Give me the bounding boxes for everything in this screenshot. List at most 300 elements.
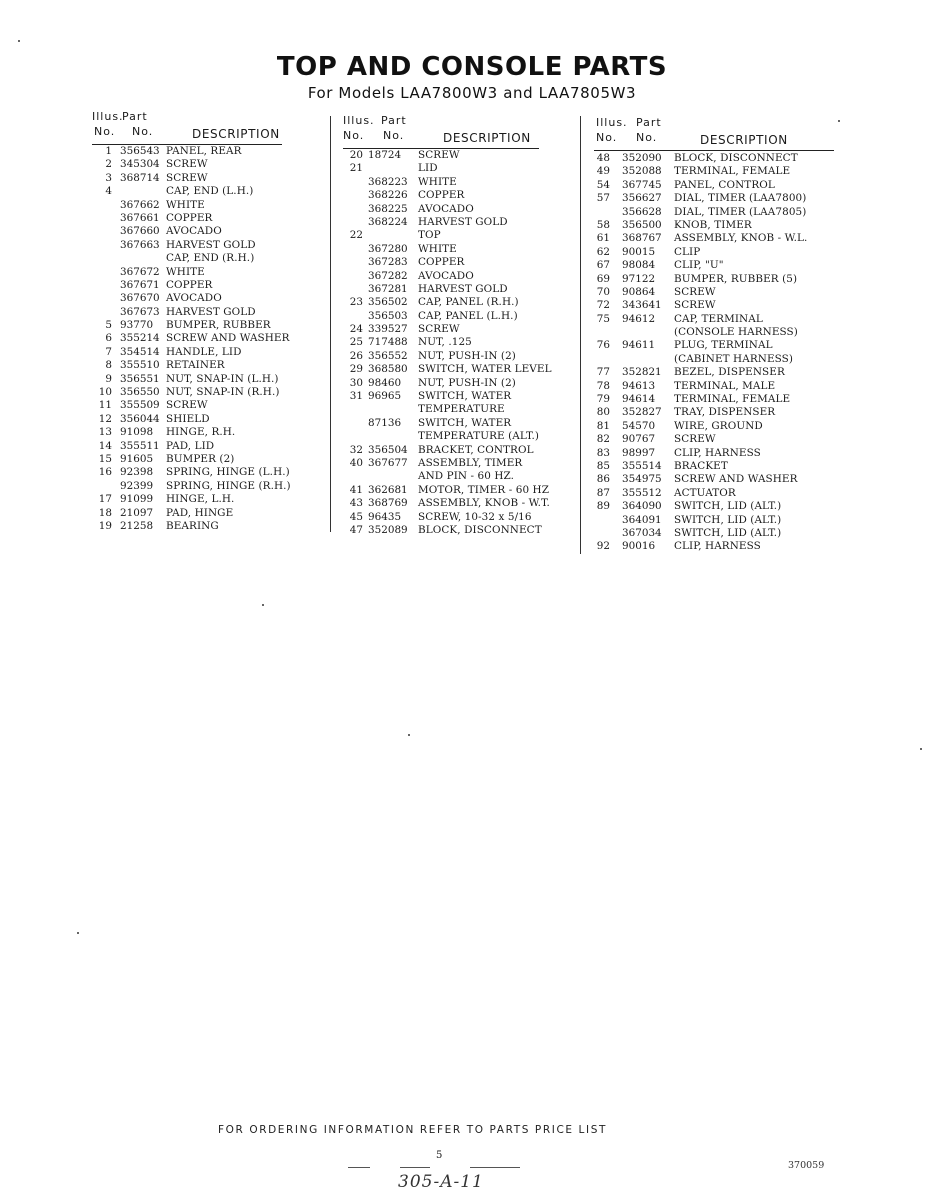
illus-number: 32: [349, 443, 363, 456]
part-number: 367282: [368, 269, 408, 282]
part-description: SCREW: [674, 299, 716, 312]
part-number: 356044: [120, 412, 160, 425]
table-row: [92, 172, 282, 185]
table-row: [594, 206, 834, 219]
part-description: PANEL, REAR: [166, 145, 242, 157]
table-row: [594, 273, 834, 286]
table-row: [343, 523, 542, 537]
table-row: [343, 149, 539, 162]
header-part: Part: [636, 116, 662, 129]
illus-number: 15: [98, 452, 112, 465]
table-row: [92, 386, 282, 399]
part-number: 92398: [120, 466, 154, 479]
part-description: CLIP, HARNESS: [674, 540, 761, 553]
table-row: [343, 336, 539, 349]
table-row: [343, 189, 539, 202]
illus-number: 83: [596, 446, 610, 459]
part-number: 367034: [622, 526, 662, 539]
table-row: [594, 165, 834, 178]
part-description: NUT, PUSH-IN (2): [418, 376, 516, 389]
part-description: SWITCH, LID (ALT.): [674, 500, 782, 513]
table-row: [594, 500, 834, 513]
part-description: SCREW: [674, 433, 716, 446]
part-description: TERMINAL, FEMALE: [674, 393, 791, 406]
illus-number: 82: [596, 433, 610, 446]
part-description: BLOCK, DISCONNECT: [674, 152, 798, 164]
table-row: [343, 283, 539, 296]
part-number: 367661: [120, 211, 160, 224]
illus-number: 77: [596, 366, 610, 379]
illus-number: 11: [98, 399, 112, 412]
part-description: SCREW: [166, 158, 208, 171]
part-number: 355514: [622, 459, 662, 472]
part-description: BEZEL, DISPENSER: [674, 366, 785, 379]
illus-number: 31: [349, 390, 363, 403]
table-row: [343, 511, 539, 524]
part-description: WHITE: [418, 242, 457, 255]
part-number: 364091: [622, 513, 662, 526]
header-illus-no: No.: [343, 129, 365, 142]
table-row: [343, 403, 539, 416]
table-row: [594, 179, 834, 192]
part-description: BRACKET: [674, 459, 728, 472]
header-illus-no: No.: [596, 131, 618, 144]
illus-number: 8: [105, 359, 112, 372]
part-description: WHITE: [166, 265, 205, 278]
part-description: BUMPER, RUBBER (5): [674, 272, 798, 285]
part-description: ASSEMBLY, KNOB - W.T.: [418, 497, 550, 510]
part-description: HINGE, L.H.: [166, 493, 235, 506]
part-description: NUT, SNAP-IN (R.H.): [166, 386, 280, 399]
part-description: SCREW: [674, 285, 716, 298]
illus-number: 69: [596, 272, 610, 285]
part-description: HINGE, R.H.: [166, 426, 236, 439]
illus-number: 22: [349, 229, 363, 242]
part-description: NUT, .125: [418, 336, 472, 349]
illus-number: 24: [349, 323, 363, 336]
part-number: 367663: [120, 238, 160, 251]
part-number: 352090: [622, 152, 662, 164]
part-description: SCREW: [418, 323, 460, 336]
part-description: SHIELD: [166, 412, 210, 425]
table-row: [594, 299, 834, 312]
part-description: TERMINAL, FEMALE: [674, 165, 791, 178]
part-number: 367672: [120, 265, 160, 278]
part-number: 21097: [120, 506, 154, 519]
part-number: 352827: [622, 406, 662, 419]
table-row: [92, 212, 282, 225]
illus-number: 81: [596, 419, 610, 432]
table-row: [594, 313, 834, 326]
parts-column-1: [92, 110, 291, 532]
table-row: [92, 493, 282, 506]
header-illus-no: No.: [94, 125, 116, 138]
table-row: [92, 413, 282, 426]
part-number: 367671: [120, 278, 160, 291]
table-row: [594, 353, 834, 366]
part-number: 90767: [622, 433, 656, 446]
illus-number: 78: [596, 379, 610, 392]
table-row: [343, 203, 539, 216]
part-description: PANEL, CONTROL: [674, 178, 775, 191]
part-description: AVOCADO: [166, 292, 222, 305]
header-illus: Illus.: [343, 114, 375, 127]
illus-number: 26: [349, 349, 363, 362]
illus-number: 16: [98, 466, 112, 479]
header-illus: Illus.: [596, 116, 628, 129]
table-row: [343, 162, 539, 175]
table-row: [594, 380, 834, 393]
page-subtitle: For Models LAA7800W3 and LAA7805W3: [307, 84, 637, 102]
header-rule: [594, 150, 834, 151]
illus-number: 20: [349, 149, 363, 161]
table-row: [92, 306, 282, 319]
part-description: HARVEST GOLD: [166, 305, 256, 318]
part-description: CAP, PANEL (R.H.): [418, 296, 519, 309]
table-row: [92, 199, 282, 212]
part-description: SCREW AND WASHER: [674, 473, 798, 486]
part-description: CLIP, "U": [674, 259, 724, 272]
part-number: 367662: [120, 198, 160, 211]
header-description: DESCRIPTION: [700, 133, 788, 147]
table-row: [343, 350, 539, 363]
illus-number: 7: [105, 345, 112, 358]
table-row: [343, 176, 539, 189]
part-number: 356552: [368, 349, 408, 362]
header-part: Part: [381, 114, 407, 127]
part-description: CAP, TERMINAL: [674, 312, 763, 325]
illus-number: 86: [596, 473, 610, 486]
column-header: [92, 110, 282, 146]
table-row: [594, 393, 834, 406]
illus-number: 29: [349, 363, 363, 376]
part-number: 356500: [622, 218, 662, 231]
part-number: 355509: [120, 399, 160, 412]
illus-number: 1: [105, 145, 112, 157]
part-description: (CONSOLE HARNESS): [674, 326, 798, 339]
table-row: [92, 332, 290, 345]
table-row: [594, 152, 834, 165]
illus-number: 49: [596, 165, 610, 178]
part-description: NUT, SNAP-IN (L.H.): [166, 372, 279, 385]
table-row: [594, 259, 834, 272]
table-row: [594, 286, 834, 299]
part-description: SPRING, HINGE (L.H.): [166, 466, 290, 479]
page-number: 5: [436, 1150, 443, 1161]
part-number: 368767: [622, 232, 662, 245]
header-part-no: No.: [132, 125, 154, 138]
table-row: [92, 346, 282, 359]
table-row: [343, 363, 552, 376]
handwritten-mark: 305-A-11: [398, 1172, 484, 1192]
table-row: [92, 507, 282, 520]
table-row: [594, 326, 834, 339]
part-description: TEMPERATURE: [418, 403, 505, 416]
part-number: 93770: [120, 319, 154, 332]
illus-number: 54: [596, 178, 610, 191]
table-row: [92, 319, 282, 332]
part-number: 94613: [622, 379, 656, 392]
part-description: BEARING: [166, 519, 219, 532]
part-description: ASSEMBLY, KNOB - W.L.: [674, 232, 808, 245]
part-number: 368714: [120, 171, 160, 184]
part-description: TOP: [418, 229, 441, 242]
header-part: Part: [122, 110, 148, 123]
illus-number: 41: [349, 483, 363, 496]
part-number: 91099: [120, 493, 154, 506]
illus-number: 57: [596, 192, 610, 205]
illus-number: 72: [596, 299, 610, 312]
scan-speck: [408, 734, 410, 736]
illus-number: 75: [596, 312, 610, 325]
part-description: SCREW: [166, 171, 208, 184]
illus-number: 6: [105, 332, 112, 345]
parts-rows: [343, 149, 552, 537]
table-row: [594, 420, 834, 433]
table-row: [343, 256, 539, 269]
part-description: PAD, HINGE: [166, 506, 234, 519]
part-number: 356543: [120, 145, 160, 157]
part-number: 355214: [120, 332, 160, 345]
illus-number: 23: [349, 296, 363, 309]
part-number: 98460: [368, 376, 402, 389]
part-number: 354514: [120, 345, 160, 358]
part-description: SCREW: [418, 149, 460, 161]
part-number: 368224: [368, 215, 408, 228]
table-row: [594, 447, 834, 460]
table-row: [343, 457, 539, 470]
part-description: HARVEST GOLD: [418, 282, 508, 295]
part-number: 356503: [368, 309, 408, 322]
part-description: WHITE: [166, 198, 205, 211]
part-description: KNOB, TIMER: [674, 218, 752, 231]
illus-number: 9: [105, 372, 112, 385]
part-description: PLUG, TERMINAL: [674, 339, 773, 352]
table-row: [343, 216, 539, 229]
part-description: AND PIN - 60 HZ.: [418, 470, 515, 483]
table-row: [343, 377, 539, 390]
part-description: HARVEST GOLD: [166, 238, 256, 251]
illus-number: 12: [98, 412, 112, 425]
part-description: SWITCH, WATER: [418, 390, 512, 403]
illus-number: 61: [596, 232, 610, 245]
part-number: 96965: [368, 390, 402, 403]
table-row: [92, 520, 282, 533]
part-number: 368580: [368, 363, 408, 376]
table-row: [594, 192, 834, 205]
part-number: 352089: [368, 523, 408, 536]
part-number: 98997: [622, 446, 656, 459]
part-description: CAP, END (L.H.): [166, 185, 254, 198]
part-number: 97122: [622, 272, 656, 285]
part-description: DIAL, TIMER (LAA7800): [674, 192, 807, 205]
table-row: [343, 270, 539, 283]
part-description: CLIP: [674, 245, 701, 258]
table-row: [92, 252, 282, 265]
header-description: DESCRIPTION: [443, 131, 531, 145]
table-row: [92, 440, 282, 453]
column-header: [343, 114, 539, 150]
part-number: 364090: [622, 500, 662, 513]
scan-speck: [18, 40, 20, 42]
illus-number: 70: [596, 285, 610, 298]
table-row: [92, 279, 282, 292]
table-row: [594, 246, 834, 259]
table-row: [92, 399, 282, 412]
table-row: [92, 426, 282, 439]
illus-number: 40: [349, 456, 363, 469]
illus-number: 14: [98, 439, 112, 452]
part-description: COPPER: [166, 211, 213, 224]
column-header: [594, 116, 834, 152]
ordering-note: FOR ORDERING INFORMATION REFER TO PARTS PRICE LIST: [218, 1124, 607, 1136]
part-description: SWITCH, LID (ALT.): [674, 526, 782, 539]
part-description: NUT, PUSH-IN (2): [418, 349, 516, 362]
table-row: [594, 540, 834, 553]
table-row: [92, 453, 282, 466]
table-row: [92, 185, 282, 198]
table-row: [343, 310, 539, 323]
part-number: 368223: [368, 175, 408, 188]
part-description: ASSEMBLY, TIMER: [418, 456, 523, 469]
table-row: [594, 487, 834, 500]
part-description: DIAL, TIMER (LAA7805): [674, 205, 807, 218]
column-divider-2: [580, 116, 581, 554]
part-description: ACTUATOR: [674, 486, 736, 499]
part-description: SCREW AND WASHER: [166, 332, 290, 345]
part-number: 356627: [622, 192, 662, 205]
illus-number: 3: [105, 171, 112, 184]
part-description: TEMPERATURE (ALT.): [418, 430, 540, 443]
illus-number: 47: [349, 523, 363, 536]
table-row: [92, 373, 282, 386]
parts-rows: [92, 145, 291, 533]
illus-number: 48: [596, 152, 610, 164]
table-row: [92, 266, 282, 279]
part-number: 345304: [120, 158, 160, 171]
column-divider-1: [330, 116, 331, 532]
part-description: CAP, END (R.H.): [166, 252, 255, 265]
part-number: 356550: [120, 386, 160, 399]
page-title: TOP AND CONSOLE PARTS: [276, 52, 668, 82]
part-description: SCREW, 10-32 x 5/16: [418, 510, 532, 523]
part-number: 18724: [368, 149, 402, 161]
part-number: 367677: [368, 456, 408, 469]
part-number: 368226: [368, 189, 408, 202]
header-part-no: No.: [636, 131, 658, 144]
part-number: 367670: [120, 292, 160, 305]
part-number: 367745: [622, 178, 662, 191]
illus-number: 25: [349, 336, 363, 349]
part-description: BLOCK, DISCONNECT: [418, 523, 542, 536]
part-description: BUMPER (2): [166, 452, 235, 465]
part-number: 362681: [368, 483, 408, 496]
part-number: 91098: [120, 426, 154, 439]
document-code: 370059: [788, 1160, 825, 1171]
scan-speck: [920, 748, 922, 750]
part-description: AVOCADO: [166, 225, 222, 238]
table-row: [92, 158, 282, 171]
part-description: SWITCH, LID (ALT.): [674, 513, 782, 526]
part-description: PAD, LID: [166, 439, 215, 452]
header-description: DESCRIPTION: [192, 127, 280, 141]
table-row: [92, 466, 290, 479]
footer-dash: [400, 1167, 430, 1168]
part-description: AVOCADO: [418, 269, 474, 282]
illus-number: 85: [596, 459, 610, 472]
part-description: COPPER: [166, 278, 213, 291]
part-description: (CABINET HARNESS): [674, 352, 794, 365]
illus-number: 18: [98, 506, 112, 519]
table-row: [92, 292, 282, 305]
part-number: 96435: [368, 510, 402, 523]
part-description: CAP, PANEL (L.H.): [418, 309, 518, 322]
part-number: 21258: [120, 519, 154, 532]
part-number: 355512: [622, 486, 662, 499]
part-number: 90864: [622, 285, 656, 298]
table-row: [594, 219, 834, 232]
parts-column-2: [343, 114, 552, 536]
illus-number: 76: [596, 339, 610, 352]
table-row: [343, 470, 539, 483]
illus-number: 19: [98, 519, 112, 532]
header-illus: Illus.: [92, 110, 124, 123]
table-row: [343, 497, 550, 510]
table-row: [343, 483, 550, 497]
table-row: [92, 225, 282, 238]
part-number: 355511: [120, 439, 160, 452]
illus-number: 4: [105, 185, 112, 198]
part-number: 367283: [368, 256, 408, 269]
illus-number: 80: [596, 406, 610, 419]
illus-number: 89: [596, 500, 610, 513]
illus-number: 13: [98, 426, 112, 439]
part-number: 94612: [622, 312, 656, 325]
part-description: SCREW: [166, 399, 208, 412]
part-description: SWITCH, WATER LEVEL: [418, 363, 552, 376]
parts-rows: [594, 152, 834, 554]
part-description: SWITCH, WATER: [418, 416, 512, 429]
part-description: LID: [418, 162, 438, 175]
part-number: 356551: [120, 372, 160, 385]
table-row: [343, 229, 539, 242]
table-row: [92, 239, 282, 252]
part-description: SPRING, HINGE (R.H.): [166, 479, 291, 492]
part-description: HANDLE, LID: [166, 345, 242, 358]
part-number: 717488: [368, 336, 408, 349]
table-row: [343, 323, 539, 336]
part-description: TERMINAL, MALE: [674, 379, 776, 392]
illus-number: 10: [98, 386, 112, 399]
part-number: 352088: [622, 165, 662, 178]
illus-number: 45: [349, 510, 363, 523]
part-number: 91605: [120, 452, 154, 465]
illus-number: 79: [596, 393, 610, 406]
table-row: [343, 430, 539, 443]
header-part-no: No.: [383, 129, 405, 142]
scan-speck: [77, 932, 79, 934]
illus-number: 30: [349, 376, 363, 389]
illus-number: 87: [596, 486, 610, 499]
table-row: [343, 243, 539, 256]
illus-number: 21: [349, 162, 363, 175]
illus-number: 2: [105, 158, 112, 171]
part-description: BUMPER, RUBBER: [166, 319, 271, 332]
part-number: 354975: [622, 473, 662, 486]
part-number: 367280: [368, 242, 408, 255]
part-number: 355510: [120, 359, 160, 372]
table-row: [594, 366, 834, 379]
